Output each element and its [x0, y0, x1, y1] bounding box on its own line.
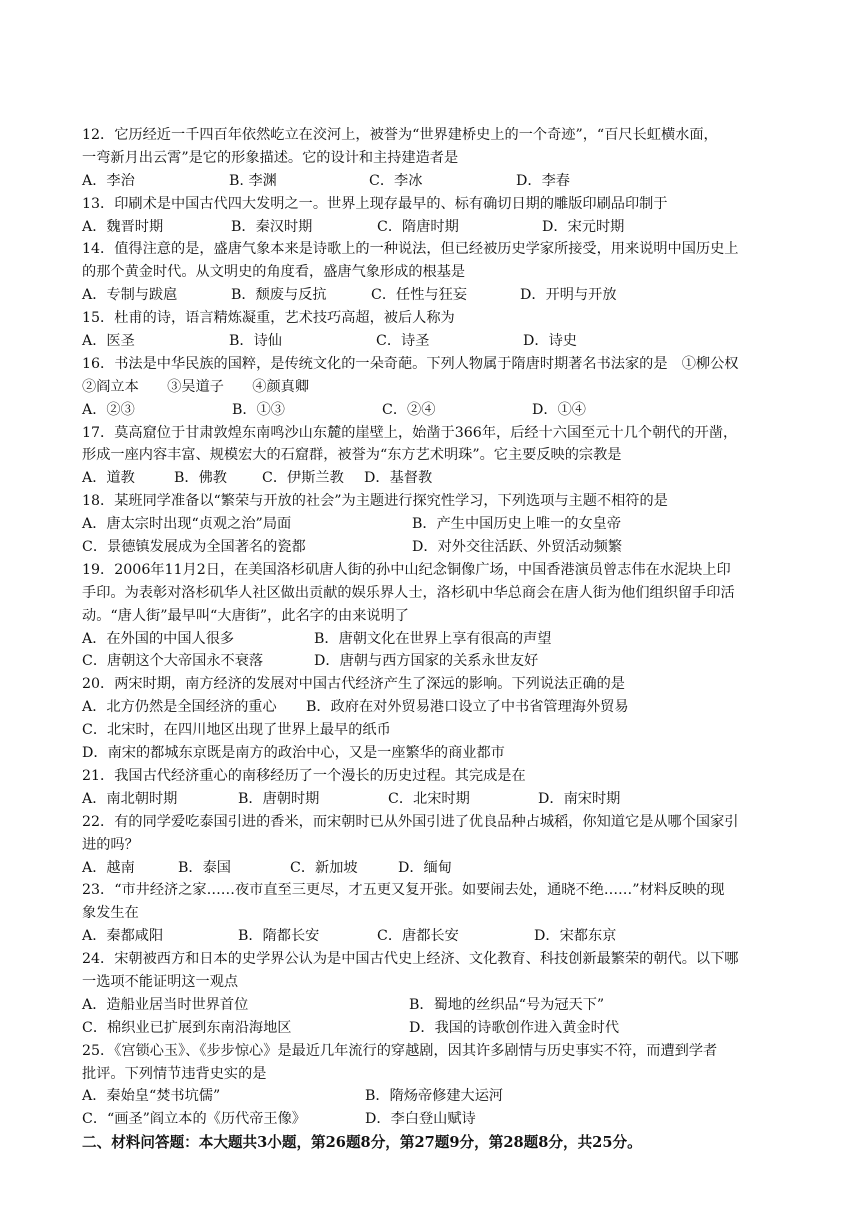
answer-option: A．道教: [82, 470, 135, 487]
question-item: [82, 490, 782, 559]
answer-option: B．唐朝时期: [238, 790, 320, 807]
answer-option: B．蜀地的丝织品“号为冠天下”: [409, 996, 605, 1013]
option-row: [82, 170, 782, 193]
answer-option: A．魏晋时期: [82, 218, 164, 235]
question-stem-line: 17．莫高窟位于甘肃敦煌东南鸣沙山东麓的崖壁上，始凿于366年，后经十六国至元十几个朝代的开凿，: [82, 424, 738, 441]
answer-option: B．政府在对外贸易港口设立了中书省管理海外贸易: [306, 699, 629, 716]
answer-option: C．新加坡: [290, 859, 358, 876]
question-item: [82, 765, 782, 811]
answer-option: B．佛教: [174, 470, 227, 487]
answer-option: D．南宋的都城东京既是南方的政治中心，又是一座繁华的商业都市: [82, 745, 505, 762]
question-item: [82, 353, 782, 422]
answer-option: D．宋都东京: [534, 928, 617, 945]
answer-option: B．泰国: [178, 859, 231, 876]
question-item: [82, 879, 782, 948]
answer-option: D．对外交往活跃、外贸活动频繁: [412, 539, 623, 556]
answer-option: A．越南: [82, 859, 135, 876]
answer-option: A．造船业居当时世界首位: [82, 996, 249, 1013]
question-item: [82, 673, 782, 765]
question-stem-line: 22．有的同学爱吃泰国引进的香米，而宋朝时已从外国引进了优良品种占城稻，你知道它是从哪个国家引: [82, 813, 739, 830]
answer-option: D．李白登山赋诗: [365, 1111, 476, 1128]
option-row: [82, 330, 782, 353]
answer-option: C．景德镇发展成为全国著名的瓷都: [82, 539, 306, 556]
answer-option: C．任性与狂妄: [371, 287, 467, 304]
option-row: [82, 1017, 782, 1040]
option-row: [82, 788, 782, 811]
question-item: [82, 948, 782, 1040]
question-stem-line: 一选项不能证明这一观点: [82, 973, 239, 990]
option-row: [82, 857, 782, 880]
question-item: [82, 193, 782, 239]
question-stem-line: 的那个黄金时代。从文明史的角度看，盛唐气象形成的根基是: [82, 264, 466, 281]
answer-option: A．北方仍然是全国经济的重心: [82, 699, 277, 716]
question-list: [82, 124, 782, 1131]
answer-option: C．隋唐时期: [377, 218, 459, 235]
question-stem-line: 进的吗？: [82, 836, 139, 853]
exam-page: [82, 124, 782, 1155]
option-row: [82, 994, 782, 1017]
answer-option: A．秦始皇“焚书坑儒”: [82, 1088, 221, 1105]
option-row: [82, 925, 782, 948]
question-stem-line: 21．我国古代经济重心的南移经历了一个漫长的历史过程。其完成是在: [82, 767, 526, 784]
answer-option: D．我国的诗歌创作进入黄金时代: [409, 1019, 620, 1036]
answer-option: D．诗史: [523, 333, 577, 350]
question-item: [82, 124, 782, 193]
option-row: [82, 1085, 782, 1108]
question-stem-line: 16．书法是中华民族的国粹，是传统文化的一朵奇葩。下列人物属于隋唐时期著名书法家的是 ①柳公权: [82, 355, 739, 372]
answer-option: C．②④: [382, 401, 436, 418]
answer-option: C．唐朝这个大帝国永不衰落: [82, 653, 264, 670]
answer-option: A．秦都咸阳: [82, 928, 164, 945]
question-stem-line: 一弯新月出云霄”是它的形象描述。它的设计和主持建造者是: [82, 149, 459, 166]
section-title: 二、材料问答题：本大题共3小题，第26题8分，第27题9分，第28题8分，共25分。: [82, 1134, 642, 1152]
answer-option: A．医圣: [82, 333, 135, 350]
question-stem-line: 13．印刷术是中国古代四大发明之一。世界上现存最早的、标有确切日期的雕版印刷品印制于: [82, 195, 668, 212]
option-row: [82, 628, 782, 651]
question-stem-line: 18．某班同学准备以“繁荣与开放的社会”为主题进行探究性学习，下列选项与主题不相符的是: [82, 493, 668, 510]
question-item: [82, 422, 782, 491]
option-row: [82, 1108, 782, 1131]
question-stem-line: 15．杜甫的诗，语言精炼凝重，艺术技巧高超，被后人称为: [82, 310, 455, 327]
answer-option: C．“画圣”阎立本的《历代帝王像》: [82, 1111, 306, 1128]
answer-option: C．伊斯兰教: [262, 470, 344, 487]
question-stem-line: 25．《宫锁心玉》、《步步惊心》是最近几年流行的穿越剧，因其许多剧情与历史事实不符，而遭到学者: [82, 1042, 718, 1059]
answer-option: D．唐朝与西方国家的关系永世友好: [314, 653, 539, 670]
question-item: [82, 559, 782, 673]
answer-option: D．开明与开放: [520, 287, 617, 304]
question-stem-line: ②阎立本 ③吴道子 ④颜真卿: [82, 378, 310, 395]
answer-option: C．李冰: [369, 172, 423, 189]
option-row: [82, 742, 782, 765]
question-item: [82, 307, 782, 353]
answer-option: B．产生中国历史上唯一的女皇帝: [412, 516, 622, 533]
answer-option: B．隋都长安: [238, 928, 320, 945]
question-stem-line: 形成一座内容丰富、规模宏大的石窟群，被誉为“东方艺术明珠”。它主要反映的宗教是: [82, 447, 622, 464]
answer-option: A．专制与跋扈: [82, 287, 178, 304]
question-stem-line: 23．“市井经济之家……夜市直至三更尽，才五更又复开张。如要闹去处，通晓不绝……”材料反映的现: [82, 882, 725, 899]
answer-option: A．②③: [82, 401, 135, 418]
answer-option: B．①③: [232, 401, 285, 418]
answer-option: D．南宋时期: [538, 790, 621, 807]
answer-option: C．唐都长安: [377, 928, 459, 945]
option-row: [82, 216, 782, 239]
question-item: [82, 811, 782, 880]
answer-option: D．李春: [516, 172, 570, 189]
option-row: [82, 650, 782, 673]
answer-option: C．北宋时，在四川地区出现了世界上最早的纸币: [82, 722, 391, 739]
option-row: [82, 284, 782, 307]
answer-option: A．南北朝时期: [82, 790, 178, 807]
answer-option: B．隋炀帝修建大运河: [365, 1088, 504, 1105]
question-stem-line: 动。“唐人街”最早叫“大唐街”，此名字的由来说明了: [82, 607, 409, 624]
question-item: [82, 238, 782, 307]
answer-option: C．诗圣: [376, 333, 430, 350]
answer-option: D．宋元时期: [542, 218, 625, 235]
answer-option: B．诗仙: [229, 333, 282, 350]
option-row: [82, 696, 782, 719]
answer-option: D．缅甸: [398, 859, 452, 876]
answer-option: B．秦汉时期: [231, 218, 313, 235]
question-stem-line: 20．两宋时期，南方经济的发展对中国古代经济产生了深远的影响。下列说法正确的是: [82, 676, 625, 693]
option-row: [82, 513, 782, 536]
answer-option: A．李治: [82, 172, 135, 189]
answer-option: A．唐太宗时出现“贞观之治”局面: [82, 516, 292, 533]
question-item: [82, 1040, 782, 1132]
option-row: [82, 536, 782, 559]
question-stem-line: 象发生在: [82, 905, 139, 922]
option-row: [82, 719, 782, 742]
question-stem-line: 24．宋朝被西方和日本的史学界公认为是中国古代史上经济、文化教育、科技创新最繁荣的朝代。以下哪: [82, 951, 739, 968]
answer-option: B．颓废与反抗: [231, 287, 327, 304]
question-stem-line: 19．2006年11月2日，在美国洛杉矶唐人街的孙中山纪念铜像广场，中国香港演员曾志伟在水泥块上印: [82, 561, 731, 578]
question-stem-line: 12．它历经近一千四百年依然屹立在洨河上，被誉为“世界建桥史上的一个奇迹”，“百尺长虹横水面，: [82, 127, 718, 143]
answer-option: A．在外国的中国人很多: [82, 630, 235, 647]
option-row: [82, 399, 782, 422]
question-stem-line: 14．值得注意的是，盛唐气象本来是诗歌上的一种说法，但已经被历史学家所接受，用来说明中国历史上: [82, 241, 739, 258]
answer-option: B．唐朝文化在世界上享有很高的声望: [314, 630, 552, 647]
answer-option: B. 李渊: [229, 172, 277, 189]
answer-option: D．①④: [532, 401, 586, 418]
question-stem-line: 批评。下列情节违背史实的是: [82, 1065, 267, 1082]
answer-option: C．棉织业已扩展到东南沿海地区: [82, 1019, 292, 1036]
answer-option: D．基督教: [364, 470, 433, 487]
option-row: [82, 467, 782, 490]
question-stem-line: 手印。为表彰对洛杉矶华人社区做出贡献的娱乐界人士，洛杉矶中华总商会在唐人街为他们组织留手印活: [82, 584, 735, 601]
answer-option: C．北宋时期: [388, 790, 470, 807]
